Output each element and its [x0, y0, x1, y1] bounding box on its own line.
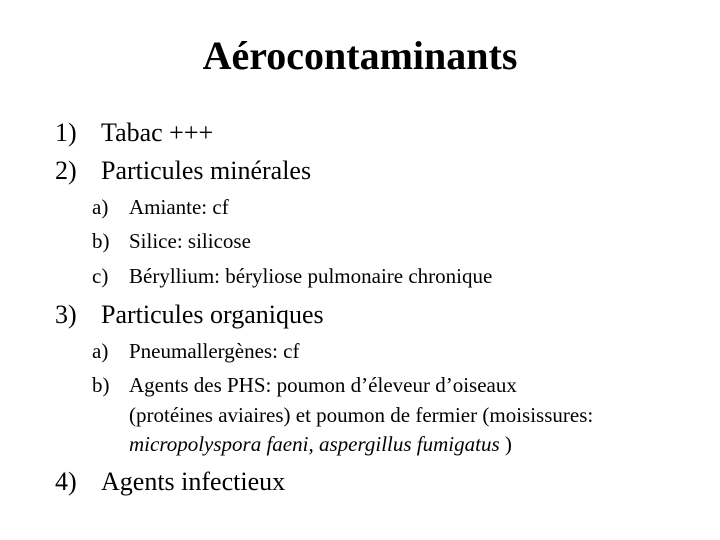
item-number: 2) [55, 156, 77, 185]
list-item-2 [55, 155, 675, 187]
species-name: aspergillus fumigatus [318, 432, 500, 456]
list-item-3 [55, 299, 675, 331]
list-item-4 [55, 466, 675, 498]
sub-item-2a [92, 193, 672, 221]
sub-item-text: Amiante: cf [129, 195, 229, 219]
sub-item-text-line1: Agents des PHS: poumon d’éleveur d’oiseaux [129, 373, 517, 397]
sub-item-2c [92, 262, 672, 290]
slide-title: Aérocontaminants [202, 33, 518, 78]
sub-item-3b [92, 371, 692, 399]
sub-item-2b [92, 227, 672, 255]
item-number: 1) [55, 118, 77, 147]
item-text: Particules minérales [101, 156, 312, 185]
sub-item-text: Silice: silicose [129, 229, 251, 253]
item-text: Tabac +++ [101, 118, 214, 147]
sub-item-3b-line3 [129, 430, 689, 458]
closing-paren: ) [499, 432, 512, 456]
sub-item-number: c) [92, 264, 109, 288]
item-text: Agents infectieux [101, 467, 286, 496]
separator: , [308, 432, 319, 456]
item-text: Particules organiques [101, 300, 324, 329]
species-name: micropolyspora faeni [129, 432, 309, 456]
sub-item-text: Béryllium: béryliose pulmonaire chronique [129, 264, 493, 288]
list-item-1 [55, 117, 675, 149]
sub-item-text: Pneumallergènes: cf [129, 339, 300, 363]
sub-item-number: a) [92, 195, 109, 219]
sub-item-number: b) [92, 229, 110, 253]
sub-item-number: b) [92, 373, 110, 397]
sub-item-number: a) [92, 339, 109, 363]
item-number: 3) [55, 300, 77, 329]
sub-item-3a [92, 337, 672, 365]
sub-item-3b-line2: (protéines aviaires) et poumon de fermier (moisissures: [129, 403, 594, 427]
item-number: 4) [55, 467, 77, 496]
